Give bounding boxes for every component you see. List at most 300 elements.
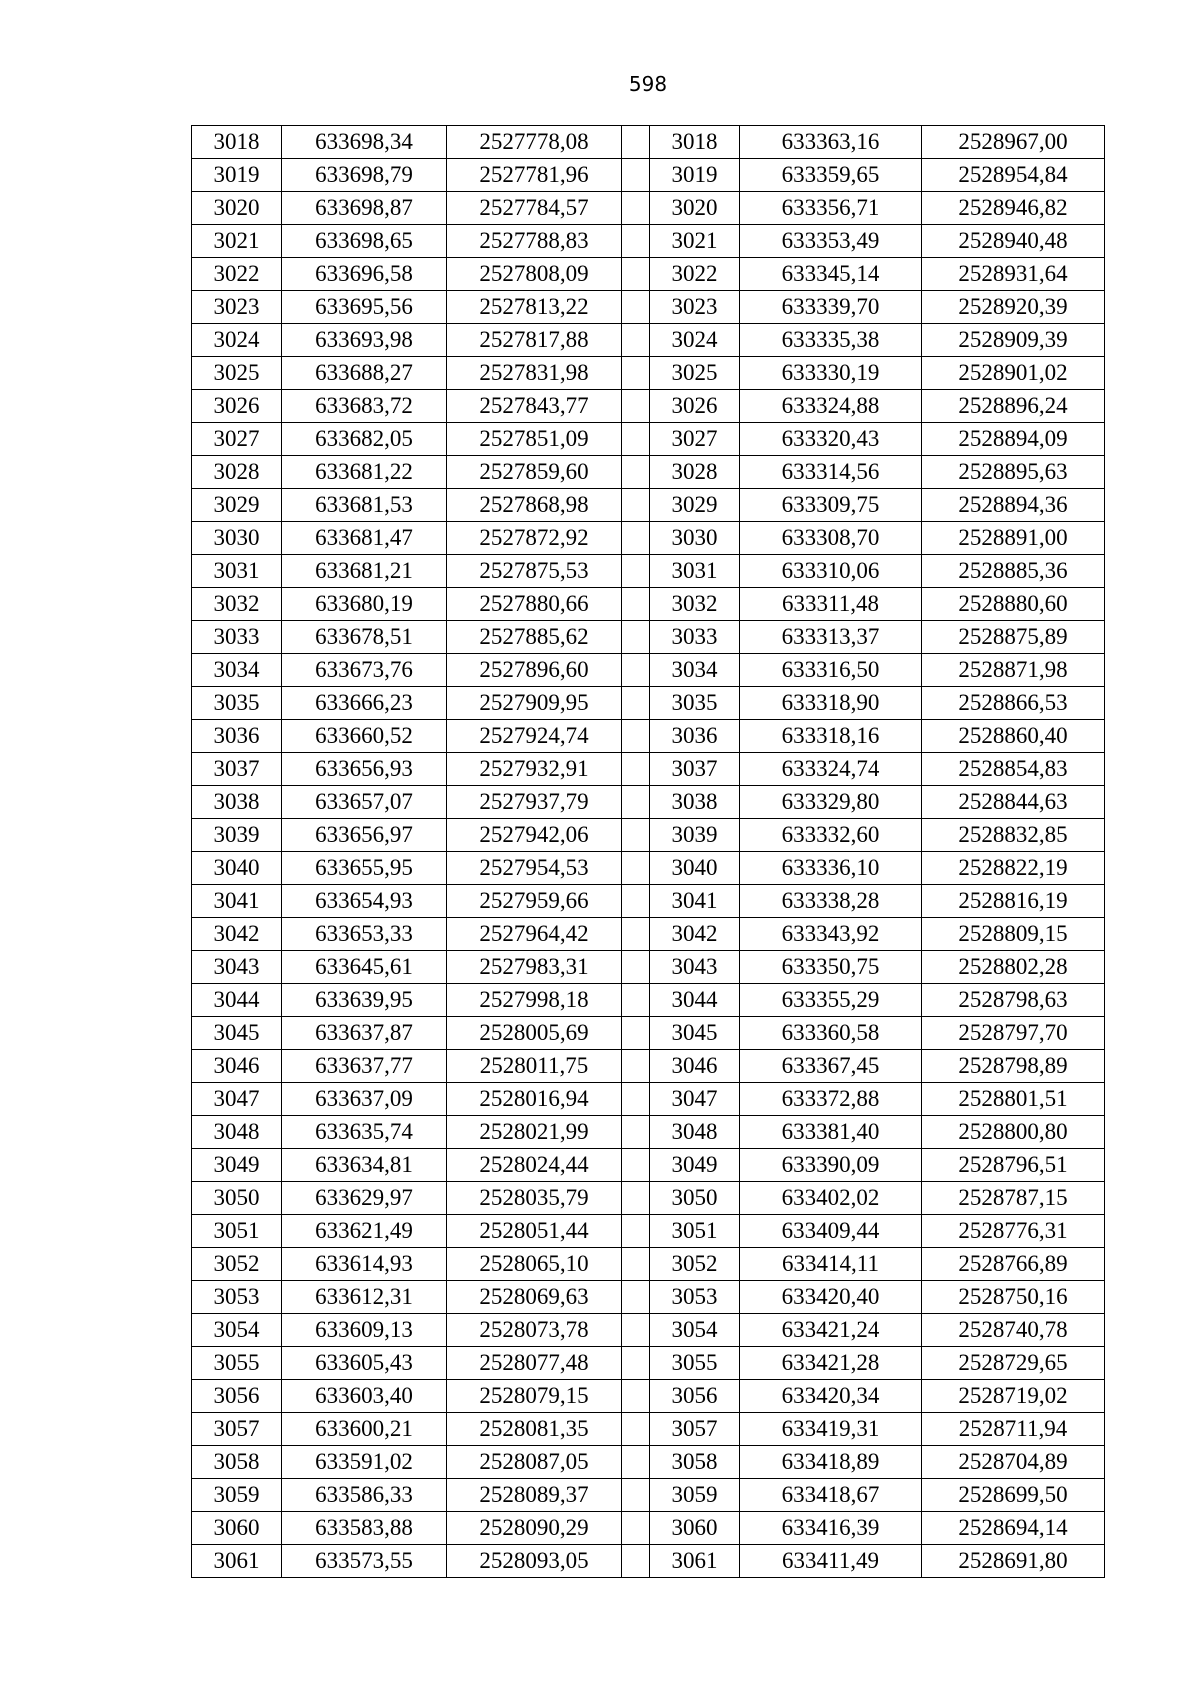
right-x-coordinate-cell: 633411,49	[740, 1545, 922, 1578]
right-x-coordinate-cell: 633335,38	[740, 324, 922, 357]
separator-cell	[622, 720, 650, 753]
left-y-coordinate-cell: 2527831,98	[447, 357, 622, 390]
separator-cell	[622, 1380, 650, 1413]
page-number: 598	[628, 72, 668, 96]
table-row	[192, 1347, 1105, 1380]
right-point-number-cell: 3033	[650, 621, 740, 654]
table-row	[192, 918, 1105, 951]
right-y-coordinate-cell: 2528946,82	[922, 192, 1105, 225]
left-point-number-cell: 3026	[192, 390, 282, 423]
left-point-number-cell: 3031	[192, 555, 282, 588]
right-y-coordinate-cell: 2528844,63	[922, 786, 1105, 819]
left-x-coordinate-cell: 633698,34	[282, 126, 447, 159]
left-x-coordinate-cell: 633629,97	[282, 1182, 447, 1215]
right-point-number-cell: 3047	[650, 1083, 740, 1116]
right-x-coordinate-cell: 633416,39	[740, 1512, 922, 1545]
separator-cell	[622, 159, 650, 192]
left-point-number-cell: 3030	[192, 522, 282, 555]
separator-cell	[622, 357, 650, 390]
left-point-number-cell: 3042	[192, 918, 282, 951]
left-point-number-cell: 3036	[192, 720, 282, 753]
table-row	[192, 786, 1105, 819]
right-point-number-cell: 3025	[650, 357, 740, 390]
separator-cell	[622, 291, 650, 324]
separator-cell	[622, 489, 650, 522]
separator-cell	[622, 258, 650, 291]
left-y-coordinate-cell: 2527859,60	[447, 456, 622, 489]
left-point-number-cell: 3045	[192, 1017, 282, 1050]
right-y-coordinate-cell: 2528750,16	[922, 1281, 1105, 1314]
right-point-number-cell: 3035	[650, 687, 740, 720]
left-point-number-cell: 3056	[192, 1380, 282, 1413]
separator-cell	[622, 522, 650, 555]
left-point-number-cell: 3027	[192, 423, 282, 456]
separator-cell	[622, 885, 650, 918]
left-point-number-cell: 3025	[192, 357, 282, 390]
table-row	[192, 852, 1105, 885]
left-x-coordinate-cell: 633637,09	[282, 1083, 447, 1116]
right-point-number-cell: 3036	[650, 720, 740, 753]
left-y-coordinate-cell: 2527896,60	[447, 654, 622, 687]
left-point-number-cell: 3040	[192, 852, 282, 885]
right-point-number-cell: 3056	[650, 1380, 740, 1413]
right-point-number-cell: 3055	[650, 1347, 740, 1380]
left-point-number-cell: 3038	[192, 786, 282, 819]
table-row	[192, 456, 1105, 489]
left-x-coordinate-cell: 633656,97	[282, 819, 447, 852]
right-x-coordinate-cell: 633318,90	[740, 687, 922, 720]
left-x-coordinate-cell: 633698,79	[282, 159, 447, 192]
right-x-coordinate-cell: 633367,45	[740, 1050, 922, 1083]
table-row	[192, 159, 1105, 192]
left-point-number-cell: 3058	[192, 1446, 282, 1479]
left-point-number-cell: 3048	[192, 1116, 282, 1149]
right-y-coordinate-cell: 2528704,89	[922, 1446, 1105, 1479]
right-y-coordinate-cell: 2528797,70	[922, 1017, 1105, 1050]
left-y-coordinate-cell: 2528093,05	[447, 1545, 622, 1578]
right-x-coordinate-cell: 633330,19	[740, 357, 922, 390]
left-point-number-cell: 3060	[192, 1512, 282, 1545]
left-x-coordinate-cell: 633698,87	[282, 192, 447, 225]
separator-cell	[622, 456, 650, 489]
separator-cell	[622, 1116, 650, 1149]
right-point-number-cell: 3058	[650, 1446, 740, 1479]
table-row	[192, 1479, 1105, 1512]
left-x-coordinate-cell: 633660,52	[282, 720, 447, 753]
table-row	[192, 1380, 1105, 1413]
left-point-number-cell: 3046	[192, 1050, 282, 1083]
separator-cell	[622, 192, 650, 225]
left-x-coordinate-cell: 633655,95	[282, 852, 447, 885]
right-y-coordinate-cell: 2528875,89	[922, 621, 1105, 654]
right-x-coordinate-cell: 633316,50	[740, 654, 922, 687]
left-x-coordinate-cell: 633666,23	[282, 687, 447, 720]
left-y-coordinate-cell: 2527817,88	[447, 324, 622, 357]
right-x-coordinate-cell: 633339,70	[740, 291, 922, 324]
table-row	[192, 753, 1105, 786]
right-y-coordinate-cell: 2528691,80	[922, 1545, 1105, 1578]
right-x-coordinate-cell: 633421,24	[740, 1314, 922, 1347]
left-y-coordinate-cell: 2527880,66	[447, 588, 622, 621]
left-point-number-cell: 3023	[192, 291, 282, 324]
right-x-coordinate-cell: 633420,34	[740, 1380, 922, 1413]
left-y-coordinate-cell: 2528069,63	[447, 1281, 622, 1314]
right-point-number-cell: 3032	[650, 588, 740, 621]
right-y-coordinate-cell: 2528894,09	[922, 423, 1105, 456]
right-y-coordinate-cell: 2528798,63	[922, 984, 1105, 1017]
left-x-coordinate-cell: 633635,74	[282, 1116, 447, 1149]
table-row	[192, 1149, 1105, 1182]
separator-cell	[622, 1512, 650, 1545]
right-y-coordinate-cell: 2528891,00	[922, 522, 1105, 555]
left-y-coordinate-cell: 2527954,53	[447, 852, 622, 885]
table-row	[192, 1182, 1105, 1215]
right-x-coordinate-cell: 633350,75	[740, 951, 922, 984]
separator-cell	[622, 324, 650, 357]
right-x-coordinate-cell: 633338,28	[740, 885, 922, 918]
separator-cell	[622, 126, 650, 159]
right-y-coordinate-cell: 2528896,24	[922, 390, 1105, 423]
separator-cell	[622, 1149, 650, 1182]
right-y-coordinate-cell: 2528719,02	[922, 1380, 1105, 1413]
left-x-coordinate-cell: 633621,49	[282, 1215, 447, 1248]
right-point-number-cell: 3060	[650, 1512, 740, 1545]
left-x-coordinate-cell: 633603,40	[282, 1380, 447, 1413]
separator-cell	[622, 1347, 650, 1380]
left-x-coordinate-cell: 633695,56	[282, 291, 447, 324]
table-row	[192, 885, 1105, 918]
right-y-coordinate-cell: 2528880,60	[922, 588, 1105, 621]
separator-cell	[622, 1413, 650, 1446]
left-x-coordinate-cell: 633639,95	[282, 984, 447, 1017]
separator-cell	[622, 423, 650, 456]
right-x-coordinate-cell: 633343,92	[740, 918, 922, 951]
table-row	[192, 1314, 1105, 1347]
right-y-coordinate-cell: 2528766,89	[922, 1248, 1105, 1281]
right-point-number-cell: 3029	[650, 489, 740, 522]
left-point-number-cell: 3021	[192, 225, 282, 258]
right-point-number-cell: 3044	[650, 984, 740, 1017]
left-point-number-cell: 3032	[192, 588, 282, 621]
left-point-number-cell: 3024	[192, 324, 282, 357]
right-point-number-cell: 3046	[650, 1050, 740, 1083]
right-y-coordinate-cell: 2528796,51	[922, 1149, 1105, 1182]
left-point-number-cell: 3044	[192, 984, 282, 1017]
right-x-coordinate-cell: 633355,29	[740, 984, 922, 1017]
left-point-number-cell: 3018	[192, 126, 282, 159]
table-row	[192, 555, 1105, 588]
right-y-coordinate-cell: 2528909,39	[922, 324, 1105, 357]
right-y-coordinate-cell: 2528866,53	[922, 687, 1105, 720]
right-x-coordinate-cell: 633310,06	[740, 555, 922, 588]
left-x-coordinate-cell: 633600,21	[282, 1413, 447, 1446]
right-point-number-cell: 3043	[650, 951, 740, 984]
right-y-coordinate-cell: 2528871,98	[922, 654, 1105, 687]
left-x-coordinate-cell: 633683,72	[282, 390, 447, 423]
table-row	[192, 1248, 1105, 1281]
left-x-coordinate-cell: 633609,13	[282, 1314, 447, 1347]
right-point-number-cell: 3020	[650, 192, 740, 225]
left-point-number-cell: 3059	[192, 1479, 282, 1512]
table-row	[192, 291, 1105, 324]
right-y-coordinate-cell: 2528940,48	[922, 225, 1105, 258]
left-y-coordinate-cell: 2527909,95	[447, 687, 622, 720]
left-x-coordinate-cell: 633657,07	[282, 786, 447, 819]
right-x-coordinate-cell: 633320,43	[740, 423, 922, 456]
right-x-coordinate-cell: 633309,75	[740, 489, 922, 522]
right-x-coordinate-cell: 633372,88	[740, 1083, 922, 1116]
table-row	[192, 357, 1105, 390]
left-point-number-cell: 3043	[192, 951, 282, 984]
left-x-coordinate-cell: 633634,81	[282, 1149, 447, 1182]
right-y-coordinate-cell: 2528894,36	[922, 489, 1105, 522]
table-row	[192, 720, 1105, 753]
table-row	[192, 390, 1105, 423]
right-x-coordinate-cell: 633390,09	[740, 1149, 922, 1182]
separator-cell	[622, 1479, 650, 1512]
table-row	[192, 1017, 1105, 1050]
table-row	[192, 324, 1105, 357]
left-x-coordinate-cell: 633681,22	[282, 456, 447, 489]
table-row	[192, 1215, 1105, 1248]
right-y-coordinate-cell: 2528854,83	[922, 753, 1105, 786]
table-row	[192, 126, 1105, 159]
right-x-coordinate-cell: 633409,44	[740, 1215, 922, 1248]
left-y-coordinate-cell: 2528021,99	[447, 1116, 622, 1149]
table-row	[192, 588, 1105, 621]
table-row	[192, 819, 1105, 852]
table-row	[192, 1083, 1105, 1116]
left-point-number-cell: 3039	[192, 819, 282, 852]
left-y-coordinate-cell: 2528005,69	[447, 1017, 622, 1050]
separator-cell	[622, 1446, 650, 1479]
left-point-number-cell: 3028	[192, 456, 282, 489]
left-y-coordinate-cell: 2528011,75	[447, 1050, 622, 1083]
right-y-coordinate-cell: 2528885,36	[922, 555, 1105, 588]
right-y-coordinate-cell: 2528729,65	[922, 1347, 1105, 1380]
table-row	[192, 1545, 1105, 1578]
right-x-coordinate-cell: 633324,74	[740, 753, 922, 786]
right-x-coordinate-cell: 633332,60	[740, 819, 922, 852]
left-x-coordinate-cell: 633681,21	[282, 555, 447, 588]
right-y-coordinate-cell: 2528895,63	[922, 456, 1105, 489]
right-point-number-cell: 3027	[650, 423, 740, 456]
separator-cell	[622, 588, 650, 621]
right-y-coordinate-cell: 2528816,19	[922, 885, 1105, 918]
left-y-coordinate-cell: 2528024,44	[447, 1149, 622, 1182]
right-x-coordinate-cell: 633318,16	[740, 720, 922, 753]
right-y-coordinate-cell: 2528711,94	[922, 1413, 1105, 1446]
right-x-coordinate-cell: 633345,14	[740, 258, 922, 291]
left-x-coordinate-cell: 633688,27	[282, 357, 447, 390]
left-x-coordinate-cell: 633637,77	[282, 1050, 447, 1083]
right-y-coordinate-cell: 2528798,89	[922, 1050, 1105, 1083]
left-x-coordinate-cell: 633591,02	[282, 1446, 447, 1479]
coordinates-table	[191, 125, 1105, 1578]
left-x-coordinate-cell: 633681,47	[282, 522, 447, 555]
left-point-number-cell: 3050	[192, 1182, 282, 1215]
right-x-coordinate-cell: 633402,02	[740, 1182, 922, 1215]
right-x-coordinate-cell: 633324,88	[740, 390, 922, 423]
left-y-coordinate-cell: 2527778,08	[447, 126, 622, 159]
separator-cell	[622, 1215, 650, 1248]
left-x-coordinate-cell: 633678,51	[282, 621, 447, 654]
separator-cell	[622, 621, 650, 654]
right-point-number-cell: 3052	[650, 1248, 740, 1281]
left-point-number-cell: 3054	[192, 1314, 282, 1347]
right-y-coordinate-cell: 2528920,39	[922, 291, 1105, 324]
right-point-number-cell: 3023	[650, 291, 740, 324]
separator-cell	[622, 687, 650, 720]
right-point-number-cell: 3021	[650, 225, 740, 258]
right-point-number-cell: 3042	[650, 918, 740, 951]
right-point-number-cell: 3038	[650, 786, 740, 819]
left-x-coordinate-cell: 633614,93	[282, 1248, 447, 1281]
right-y-coordinate-cell: 2528832,85	[922, 819, 1105, 852]
left-y-coordinate-cell: 2528077,48	[447, 1347, 622, 1380]
left-y-coordinate-cell: 2528089,37	[447, 1479, 622, 1512]
table-row	[192, 192, 1105, 225]
left-point-number-cell: 3049	[192, 1149, 282, 1182]
right-x-coordinate-cell: 633359,65	[740, 159, 922, 192]
left-x-coordinate-cell: 633573,55	[282, 1545, 447, 1578]
table-row	[192, 1446, 1105, 1479]
table-row	[192, 1116, 1105, 1149]
left-y-coordinate-cell: 2527959,66	[447, 885, 622, 918]
right-point-number-cell: 3049	[650, 1149, 740, 1182]
right-point-number-cell: 3050	[650, 1182, 740, 1215]
right-point-number-cell: 3051	[650, 1215, 740, 1248]
left-point-number-cell: 3019	[192, 159, 282, 192]
right-y-coordinate-cell: 2528740,78	[922, 1314, 1105, 1347]
left-y-coordinate-cell: 2527813,22	[447, 291, 622, 324]
left-point-number-cell: 3047	[192, 1083, 282, 1116]
left-y-coordinate-cell: 2527875,53	[447, 555, 622, 588]
right-x-coordinate-cell: 633419,31	[740, 1413, 922, 1446]
separator-cell	[622, 951, 650, 984]
left-x-coordinate-cell: 633654,93	[282, 885, 447, 918]
right-point-number-cell: 3039	[650, 819, 740, 852]
table-row	[192, 1281, 1105, 1314]
separator-cell	[622, 753, 650, 786]
left-point-number-cell: 3061	[192, 1545, 282, 1578]
left-x-coordinate-cell: 633673,76	[282, 654, 447, 687]
table-row	[192, 687, 1105, 720]
separator-cell	[622, 1050, 650, 1083]
left-x-coordinate-cell: 633656,93	[282, 753, 447, 786]
right-y-coordinate-cell: 2528809,15	[922, 918, 1105, 951]
right-x-coordinate-cell: 633420,40	[740, 1281, 922, 1314]
left-y-coordinate-cell: 2528065,10	[447, 1248, 622, 1281]
left-x-coordinate-cell: 633653,33	[282, 918, 447, 951]
table-row	[192, 489, 1105, 522]
table-row	[192, 522, 1105, 555]
left-point-number-cell: 3057	[192, 1413, 282, 1446]
left-point-number-cell: 3035	[192, 687, 282, 720]
right-x-coordinate-cell: 633329,80	[740, 786, 922, 819]
left-x-coordinate-cell: 633612,31	[282, 1281, 447, 1314]
right-y-coordinate-cell: 2528801,51	[922, 1083, 1105, 1116]
left-x-coordinate-cell: 633645,61	[282, 951, 447, 984]
right-point-number-cell: 3026	[650, 390, 740, 423]
separator-cell	[622, 1017, 650, 1050]
table-row	[192, 984, 1105, 1017]
separator-cell	[622, 555, 650, 588]
right-y-coordinate-cell: 2528967,00	[922, 126, 1105, 159]
left-y-coordinate-cell: 2528079,15	[447, 1380, 622, 1413]
left-y-coordinate-cell: 2528035,79	[447, 1182, 622, 1215]
right-point-number-cell: 3053	[650, 1281, 740, 1314]
left-y-coordinate-cell: 2527781,96	[447, 159, 622, 192]
left-x-coordinate-cell: 633680,19	[282, 588, 447, 621]
right-point-number-cell: 3045	[650, 1017, 740, 1050]
left-y-coordinate-cell: 2527998,18	[447, 984, 622, 1017]
left-y-coordinate-cell: 2527924,74	[447, 720, 622, 753]
separator-cell	[622, 852, 650, 885]
right-point-number-cell: 3024	[650, 324, 740, 357]
left-x-coordinate-cell: 633583,88	[282, 1512, 447, 1545]
left-x-coordinate-cell: 633681,53	[282, 489, 447, 522]
table-row	[192, 258, 1105, 291]
left-x-coordinate-cell: 633696,58	[282, 258, 447, 291]
right-point-number-cell: 3030	[650, 522, 740, 555]
separator-cell	[622, 654, 650, 687]
separator-cell	[622, 390, 650, 423]
left-point-number-cell: 3053	[192, 1281, 282, 1314]
left-y-coordinate-cell: 2527872,92	[447, 522, 622, 555]
right-y-coordinate-cell: 2528860,40	[922, 720, 1105, 753]
right-point-number-cell: 3037	[650, 753, 740, 786]
left-y-coordinate-cell: 2527784,57	[447, 192, 622, 225]
right-point-number-cell: 3040	[650, 852, 740, 885]
right-point-number-cell: 3028	[650, 456, 740, 489]
table-row	[192, 654, 1105, 687]
right-x-coordinate-cell: 633360,58	[740, 1017, 922, 1050]
right-point-number-cell: 3057	[650, 1413, 740, 1446]
right-x-coordinate-cell: 633418,89	[740, 1446, 922, 1479]
right-x-coordinate-cell: 633381,40	[740, 1116, 922, 1149]
separator-cell	[622, 1182, 650, 1215]
right-y-coordinate-cell: 2528954,84	[922, 159, 1105, 192]
right-point-number-cell: 3019	[650, 159, 740, 192]
right-y-coordinate-cell: 2528800,80	[922, 1116, 1105, 1149]
separator-cell	[622, 819, 650, 852]
left-y-coordinate-cell: 2527885,62	[447, 621, 622, 654]
left-y-coordinate-cell: 2527937,79	[447, 786, 622, 819]
right-y-coordinate-cell: 2528699,50	[922, 1479, 1105, 1512]
right-point-number-cell: 3031	[650, 555, 740, 588]
right-point-number-cell: 3054	[650, 1314, 740, 1347]
right-y-coordinate-cell: 2528776,31	[922, 1215, 1105, 1248]
left-x-coordinate-cell: 633605,43	[282, 1347, 447, 1380]
separator-cell	[622, 786, 650, 819]
separator-cell	[622, 1281, 650, 1314]
left-y-coordinate-cell: 2528090,29	[447, 1512, 622, 1545]
table-row	[192, 225, 1105, 258]
left-y-coordinate-cell: 2528081,35	[447, 1413, 622, 1446]
left-point-number-cell: 3029	[192, 489, 282, 522]
left-x-coordinate-cell: 633586,33	[282, 1479, 447, 1512]
right-y-coordinate-cell: 2528802,28	[922, 951, 1105, 984]
left-y-coordinate-cell: 2527851,09	[447, 423, 622, 456]
left-y-coordinate-cell: 2527788,83	[447, 225, 622, 258]
table-row	[192, 621, 1105, 654]
right-point-number-cell: 3048	[650, 1116, 740, 1149]
right-point-number-cell: 3022	[650, 258, 740, 291]
left-y-coordinate-cell: 2527868,98	[447, 489, 622, 522]
right-x-coordinate-cell: 633336,10	[740, 852, 922, 885]
right-x-coordinate-cell: 633421,28	[740, 1347, 922, 1380]
